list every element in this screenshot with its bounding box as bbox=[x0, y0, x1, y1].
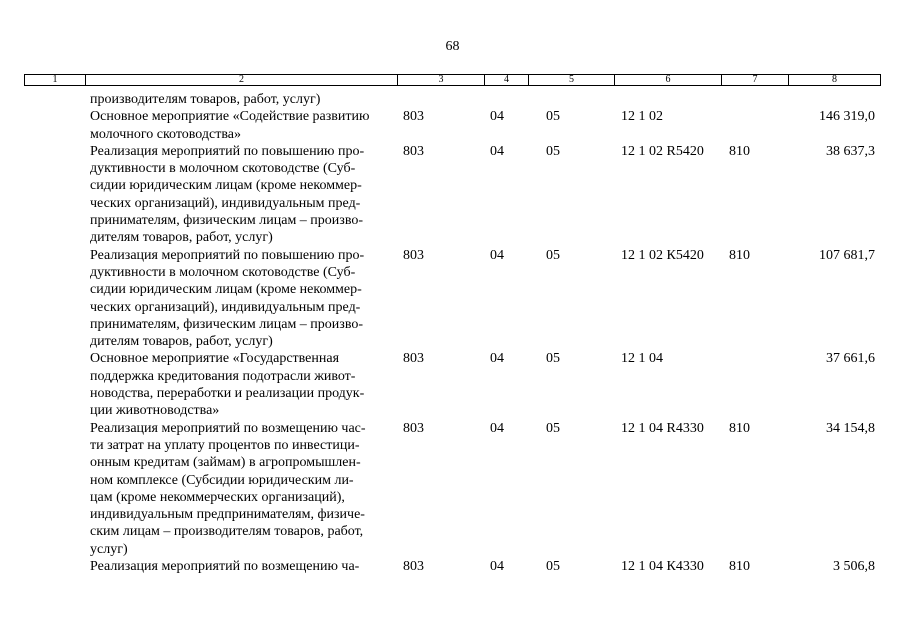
expense-type-cell: 810 bbox=[729, 247, 750, 263]
column-number-4: 4 bbox=[485, 75, 529, 86]
row-description bbox=[90, 143, 390, 247]
target-article-cell: 12 1 02 R5420 bbox=[621, 143, 704, 159]
page-number: 68 bbox=[445, 39, 460, 54]
description-line: Реализация мероприятий по возмещению час- bbox=[90, 420, 366, 436]
section-code-cell: 04 bbox=[490, 420, 504, 436]
description-line: производителям товаров, работ, услуг) bbox=[90, 92, 321, 107]
admin-code-cell: 803 bbox=[403, 109, 424, 125]
description-line: цам (кроме некоммерческих организаций), bbox=[90, 489, 345, 505]
description-line: ти затрат на уплату процентов по инвестици- bbox=[90, 437, 360, 453]
table-row bbox=[0, 350, 905, 419]
admin-code-cell: 803 bbox=[403, 559, 424, 575]
description-line: ции животноводства» bbox=[90, 403, 220, 419]
description-line: Основное мероприятие «Государственная bbox=[90, 351, 340, 367]
budget-table-body bbox=[0, 91, 905, 575]
table-row bbox=[0, 108, 905, 143]
description-line: услуг) bbox=[90, 541, 128, 557]
column-number-2: 2 bbox=[86, 75, 398, 86]
description-line: дуктивности в молочном скотоводстве (Суб- bbox=[90, 264, 356, 280]
table-row bbox=[0, 143, 905, 247]
column-number-1: 1 bbox=[25, 75, 86, 86]
admin-code-cell: 803 bbox=[403, 351, 424, 367]
admin-code-cell: 803 bbox=[403, 143, 424, 159]
amount-cell: 38 637,3 bbox=[826, 143, 875, 159]
section-code-cell: 04 bbox=[490, 109, 504, 125]
description-line: ном комплексе (Субсидии юридическим ли- bbox=[90, 472, 354, 488]
description-line: онным кредитам (займам) в агропромышлен- bbox=[90, 455, 361, 471]
description-line: Реализация мероприятий по повышению про- bbox=[90, 143, 365, 159]
description-line: Реализация мероприятий по возмещению ча- bbox=[90, 559, 360, 575]
amount-cell: 146 319,0 bbox=[819, 109, 875, 125]
admin-code-cell: 803 bbox=[403, 247, 424, 263]
column-number-8: 8 bbox=[789, 75, 881, 86]
subsection-code-cell: 05 bbox=[546, 420, 560, 436]
subsection-code-cell: 05 bbox=[546, 109, 560, 125]
column-number-6: 6 bbox=[615, 75, 722, 86]
description-line: Реализация мероприятий по повышению про- bbox=[90, 247, 365, 263]
description-line: принимателям, физическим лицам – произво- bbox=[90, 316, 363, 332]
description-line: дуктивности в молочном скотоводстве (Суб- bbox=[90, 161, 356, 177]
description-line: индивидуальным предпринимателям, физиче- bbox=[90, 507, 365, 523]
section-code-cell: 04 bbox=[490, 143, 504, 159]
description-line: Основное мероприятие «Содействие развитию bbox=[90, 109, 370, 125]
row-description bbox=[90, 108, 390, 143]
row-description bbox=[90, 91, 390, 108]
amount-cell: 37 661,6 bbox=[826, 351, 875, 367]
column-number-header bbox=[24, 74, 881, 86]
table-row bbox=[0, 558, 905, 575]
target-article-cell: 12 1 02 К5420 bbox=[621, 247, 704, 263]
amount-cell: 107 681,7 bbox=[819, 247, 875, 263]
description-line: молочного скотоводства» bbox=[90, 126, 241, 142]
description-line: сидии юридическим лицам (кроме некоммер- bbox=[90, 178, 362, 194]
row-description bbox=[90, 558, 390, 575]
column-number-5: 5 bbox=[529, 75, 615, 86]
expense-type-cell: 810 bbox=[729, 143, 750, 159]
section-code-cell: 04 bbox=[490, 351, 504, 367]
target-article-cell: 12 1 04 R4330 bbox=[621, 420, 704, 436]
description-line: дителям товаров, работ, услуг) bbox=[90, 334, 273, 350]
subsection-code-cell: 05 bbox=[546, 351, 560, 367]
expense-type-cell: 810 bbox=[729, 420, 750, 436]
row-description bbox=[90, 420, 390, 558]
admin-code-cell: 803 bbox=[403, 420, 424, 436]
description-line: ческих организаций), индивидуальным пред- bbox=[90, 299, 361, 315]
row-description bbox=[90, 247, 390, 351]
description-line: поддержка кредитования подотрасли живот- bbox=[90, 368, 356, 384]
target-article-cell: 12 1 04 bbox=[621, 351, 663, 367]
target-article-cell: 12 1 02 bbox=[621, 109, 663, 125]
column-number-7: 7 bbox=[722, 75, 789, 86]
table-row bbox=[0, 247, 905, 351]
subsection-code-cell: 05 bbox=[546, 559, 560, 575]
amount-cell: 3 506,8 bbox=[833, 559, 875, 575]
description-line: ским лицам – производителям товаров, работ, bbox=[90, 524, 364, 540]
description-line: дителям товаров, работ, услуг) bbox=[90, 230, 273, 246]
section-code-cell: 04 bbox=[490, 247, 504, 263]
description-line: ческих организаций), индивидуальным пред- bbox=[90, 195, 361, 211]
subsection-code-cell: 05 bbox=[546, 143, 560, 159]
table-row bbox=[0, 420, 905, 558]
column-number-3: 3 bbox=[398, 75, 485, 86]
amount-cell: 34 154,8 bbox=[826, 420, 875, 436]
section-code-cell: 04 bbox=[490, 559, 504, 575]
description-line: новодства, переработки и реализации продук- bbox=[90, 386, 365, 402]
table-row bbox=[0, 91, 905, 108]
expense-type-cell: 810 bbox=[729, 559, 750, 575]
description-line: принимателям, физическим лицам – произво- bbox=[90, 213, 363, 229]
subsection-code-cell: 05 bbox=[546, 247, 560, 263]
row-description bbox=[90, 350, 390, 419]
description-line: сидии юридическим лицам (кроме некоммер- bbox=[90, 282, 362, 298]
target-article-cell: 12 1 04 К4330 bbox=[621, 559, 704, 575]
